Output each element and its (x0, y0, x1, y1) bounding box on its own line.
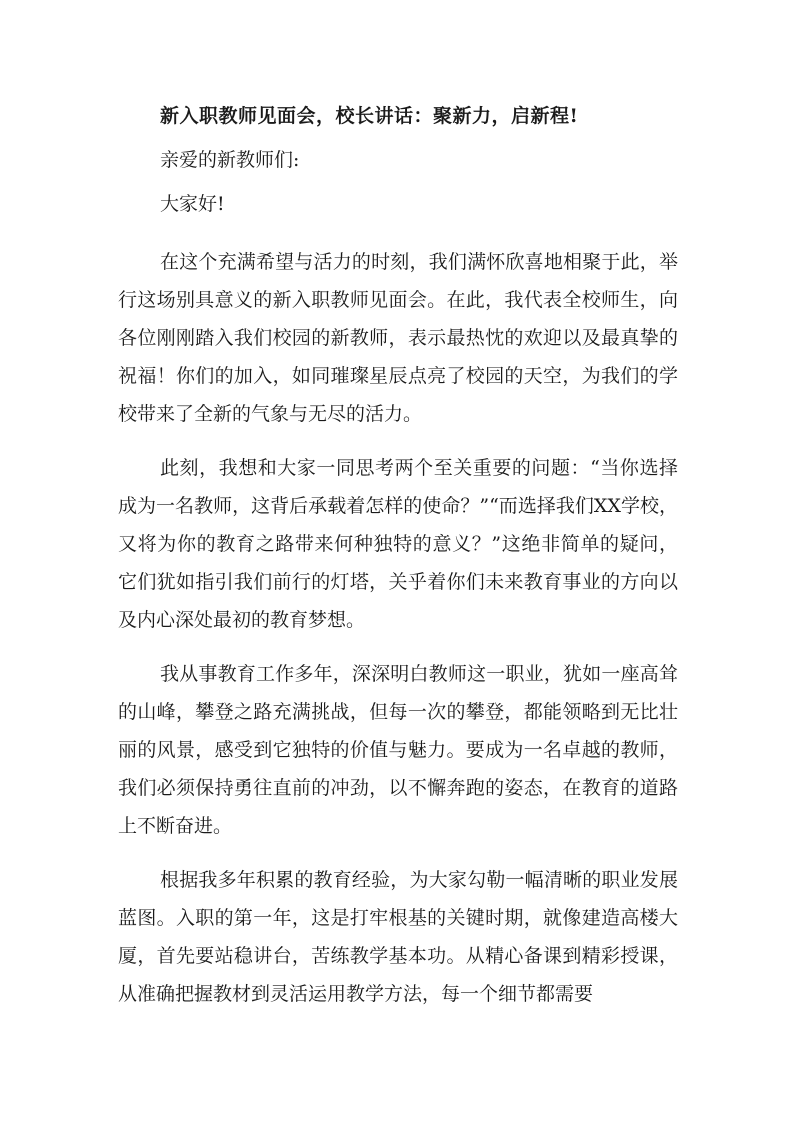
greeting: 大家好! (160, 193, 225, 215)
body-paragraph-2: 此刻，我想和大家一同思考两个至关重要的问题：“当你选择成为一名教师，这背后承载着怎样的使命？”“而选择我们XX学校，又将为你的教育之路带来何种独特的意义？”这绝非简单的疑问，它们犹如指引我们前行的灯塔，关乎着你们未来教育事业的方向以及内心深处最初的教育梦想。 (118, 457, 678, 631)
body-paragraph-4: 根据我多年积累的教育经验，为大家勾勒一幅清晰的职业发展蓝图。入职的第一年，这是打牢根基的关键时期，就像建造高楼大厦，首先要站稳讲台，苦练教学基本功。从精心备课到精彩授课，从准确把握教材到灵活运用教学方法，每一个细节都需要 (118, 869, 678, 1005)
body-paragraph-1: 在这个充满希望与活力的时刻，我们满怀欣喜地相聚于此，举行这场别具意义的新入职教师见面会。在此，我代表全校师生，向各位刚刚踏入我们校园的新教师，表示最热忱的欢迎以及最真挚的祝福！你们的加入，如同璀璨星辰点亮了校园的天空，为我们的学校带来了全新的气象与无尽的活力。 (118, 251, 678, 425)
body-paragraph-3: 我从事教育工作多年，深深明白教师这一职业，犹如一座高耸的山峰，攀登之路充满挑战，但每一次的攀登，都能领略到无比壮丽的风景，感受到它独特的价值与魅力。要成为一名卓越的教师，我们必须保持勇往直前的冲劲，以不懈奔跑的姿态，在教育的道路上不断奋进。 (118, 663, 678, 837)
document-title: 新入职教师见面会，校长讲话：聚新力，启新程! (160, 105, 579, 127)
salutation: 亲爱的新教师们: (160, 149, 300, 171)
